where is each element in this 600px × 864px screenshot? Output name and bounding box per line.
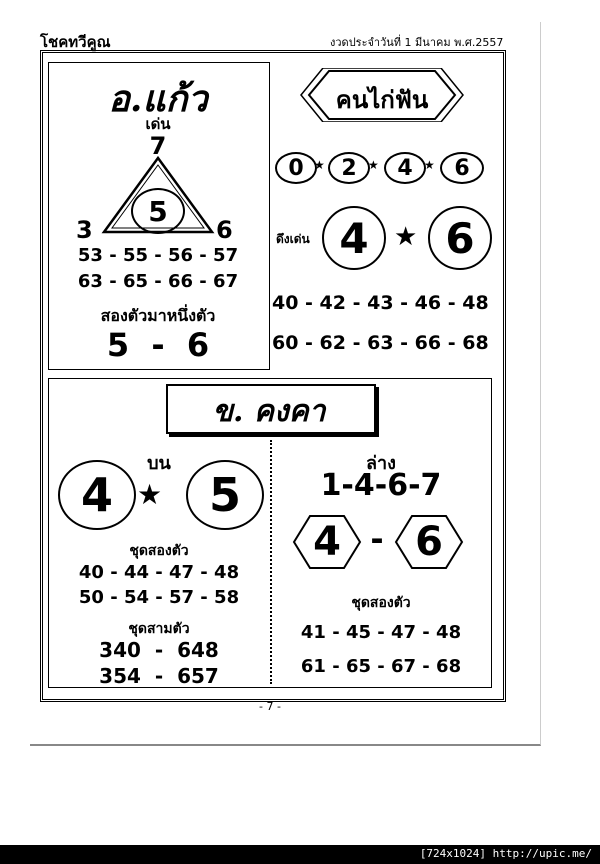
- number-row: 354 - 657: [99, 664, 219, 688]
- number-row: 41 - 45 - 47 - 48: [300, 622, 462, 643]
- number-row: 50 - 54 - 57 - 58: [78, 587, 240, 608]
- dash-separator: -: [370, 520, 384, 558]
- lower-hex-number: 6: [415, 519, 443, 565]
- three-digit-set-label: ชุดสามตัว: [128, 621, 190, 637]
- issue-date: งวดประจำวันที่ 1 มีนาคม พ.ศ.2557: [330, 36, 504, 49]
- two-digit-set-label: ชุดสองตัว: [129, 543, 189, 559]
- star-icon: ★: [314, 158, 325, 172]
- two-from-one-label: สองตัวมาหนึ่งตัว: [100, 306, 216, 325]
- footer-watermark: [724x1024] http://upic.me/: [419, 847, 592, 860]
- magazine-title: โชคทวีคูณ: [40, 33, 111, 51]
- upper-number: 4: [80, 468, 113, 522]
- big-number-circle: [322, 206, 386, 270]
- lower-sequence: 1-4-6-7: [320, 468, 442, 503]
- section-kor-kongka-title: ข. คงคา: [212, 394, 326, 429]
- small-number-circle: [328, 152, 370, 184]
- upper-number: 5: [208, 468, 241, 522]
- star-icon: ★: [394, 222, 418, 252]
- upper-circle: [186, 460, 264, 530]
- number-row: 63 - 65 - 66 - 67: [77, 271, 239, 292]
- pair-numbers: 5 - 6: [106, 326, 210, 364]
- small-number: 6: [454, 155, 470, 181]
- small-number-circle: [384, 152, 426, 184]
- star-icon: ★: [424, 158, 435, 172]
- number-row: 340 - 648: [99, 638, 219, 662]
- pull-highlight-label: ดึงเด่น: [276, 232, 310, 246]
- small-number-circle: [440, 152, 484, 184]
- big-number: 6: [445, 213, 475, 263]
- small-number: 0: [288, 155, 304, 181]
- small-number-circle: [275, 152, 317, 184]
- upper-circle: [58, 460, 136, 530]
- number-row: 40 - 42 - 43 - 46 - 48: [272, 292, 489, 314]
- triangle-right-number: 6: [216, 216, 233, 244]
- lower-hex-number: 4: [313, 519, 341, 565]
- triangle-left-number: 3: [76, 216, 93, 244]
- number-row: 60 - 62 - 63 - 66 - 68: [272, 332, 489, 354]
- two-digit-set-label: ชุดสองตัว: [351, 595, 411, 611]
- number-row: 40 - 44 - 47 - 48: [78, 562, 240, 583]
- big-number-circle: [428, 206, 492, 270]
- upper-label: บน: [147, 453, 171, 474]
- small-number: 2: [341, 155, 357, 181]
- star-icon: ★: [137, 478, 163, 511]
- section-aw-kaew-sub: เด่น: [145, 115, 171, 133]
- triangle-top-number: 7: [149, 132, 167, 160]
- number-row: 53 - 55 - 56 - 57: [77, 245, 239, 266]
- star-icon: ★: [368, 158, 379, 172]
- small-number: 4: [397, 155, 413, 181]
- page-number: - 7 -: [259, 700, 281, 713]
- section-aw-kaew-title: อ.แก้ว: [108, 78, 208, 120]
- section-kon-kai-fan-title: คนไก่ฟัน: [335, 86, 429, 114]
- lower-label: ล่าง: [366, 453, 396, 474]
- triangle-center-circle: [131, 188, 185, 234]
- triangle-center-number: 5: [148, 194, 168, 228]
- footer-bar: [0, 845, 600, 864]
- number-row: 61 - 65 - 67 - 68: [300, 656, 462, 677]
- big-number: 4: [339, 213, 369, 263]
